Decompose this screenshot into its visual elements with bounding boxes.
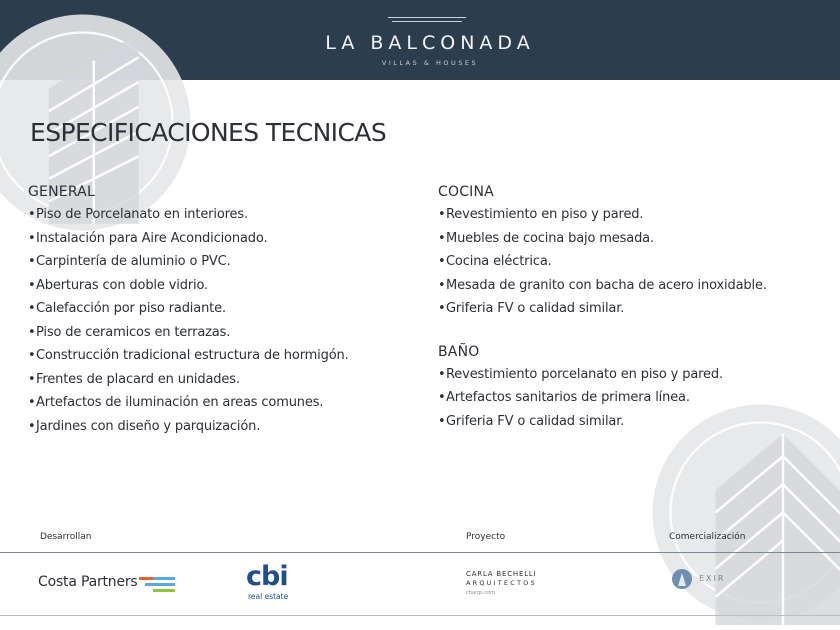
spec-item-text: Artefactos de iluminación en areas comunes. [36,395,324,410]
spec-item [438,250,838,274]
spec-item-text: Mesada de granito con bacha de acero inoxidable. [446,277,767,293]
spec-item [28,391,418,415]
spec-item-text: Frentes de placard en unidades. [36,371,240,387]
spec-item [438,297,838,321]
spec-item-text: Piso de Porcelanato en interiores. [36,207,248,222]
developers-label: Desarrollan [40,532,92,542]
spec-item [28,321,418,345]
bullet-icon: • [438,390,446,405]
bullet-icon: • [28,301,36,316]
spec-item-text: Jardines con diseño y parquización. [36,418,261,434]
spec-item [438,386,838,410]
spec-item [28,415,418,439]
spec-item-text: Revestimiento en piso y pared. [446,207,644,222]
spec-item [28,344,418,368]
spec-item [438,203,838,227]
bullet-icon: • [28,371,36,387]
page-title: ESPECIFICACIONES TECNICAS [30,118,387,147]
spec-item [28,368,418,392]
spec-section [438,184,838,321]
bullet-icon: • [438,277,446,293]
bullet-icon: • [438,207,446,222]
bullet-icon: • [438,413,446,429]
spec-item-text: Construcción tradicional estructura de hormigón. [36,348,349,363]
sales-label: Comercialización [669,532,746,542]
spec-item [438,410,838,434]
spec-item [438,274,838,298]
project-label: Proyecto [466,532,506,542]
carla-bechelli-logo: CARLA BECHELLI [466,570,537,578]
costa-partners-logo: Costa Partners [38,574,138,590]
spec-item-text: Piso de ceramicos en terrazas. [36,324,231,340]
bullet-icon: • [28,324,36,340]
specs-column-left [28,184,418,438]
spec-item-text: Carpintería de aluminio o PVC. [36,254,231,269]
section-heading: GENERAL [28,184,95,200]
carla-bechelli-logo-sub: ARQUITECTOS [466,579,537,587]
spec-item-text: Calefacción por piso radiante. [36,301,226,316]
spec-item-text: Griferia FV o calidad similar. [446,301,625,316]
cbi-logo: cbi [246,561,288,592]
spec-item [28,297,418,321]
spec-item-text: Revestimiento porcelanato en piso y pared. [446,366,723,382]
spec-item [28,250,418,274]
section-heading: BAÑO [438,343,480,360]
sales-agency-logo-icon [671,568,693,590]
spec-item-text: Artefactos sanitarios de primera línea. [446,390,690,405]
spec-item [438,227,838,251]
bullet-icon: • [28,207,36,222]
footer-divider [0,552,840,553]
bullet-icon: • [28,277,36,293]
bullet-icon: • [28,230,36,246]
costa-partners-mark-icon [139,575,177,593]
bullet-icon: • [28,395,36,410]
brand-roof-line [388,17,466,18]
bullet-icon: • [28,254,36,269]
specs-column-right [438,184,838,433]
spec-section [28,184,418,438]
spec-item-text: Muebles de cocina bajo mesada. [446,230,654,246]
spec-item [28,203,418,227]
bullet-icon: • [438,254,446,269]
building-watermark-icon [648,400,840,625]
spec-item-text: Instalación para Aire Acondicionado. [36,230,268,246]
bullet-icon: • [438,366,446,382]
spec-item [438,363,838,387]
section-heading: COCINA [438,184,494,200]
footer-bottom-rule [0,615,840,616]
spec-item [28,274,418,298]
bullet-icon: • [438,230,446,246]
bullet-icon: • [438,301,446,316]
carla-bechelli-url: cbarqs.com [466,590,496,596]
brand-subtitle: VILLAS & HOUSES [381,59,479,67]
spec-item-text: Aberturas con doble vidrio. [36,277,209,293]
spec-section [438,344,838,434]
cbi-logo-subtitle: real estate [248,592,289,601]
spec-item [28,227,418,251]
bullet-icon: • [28,418,36,434]
bullet-icon: • [28,348,36,363]
brand-title: LA BALCONADA [325,32,535,54]
sales-agency-logo: EXIR [699,574,726,583]
brand-roof-line-inner [392,21,462,22]
spec-item-text: Cocina eléctrica. [446,254,552,269]
spec-item-text: Griferia FV o calidad similar. [446,413,625,429]
